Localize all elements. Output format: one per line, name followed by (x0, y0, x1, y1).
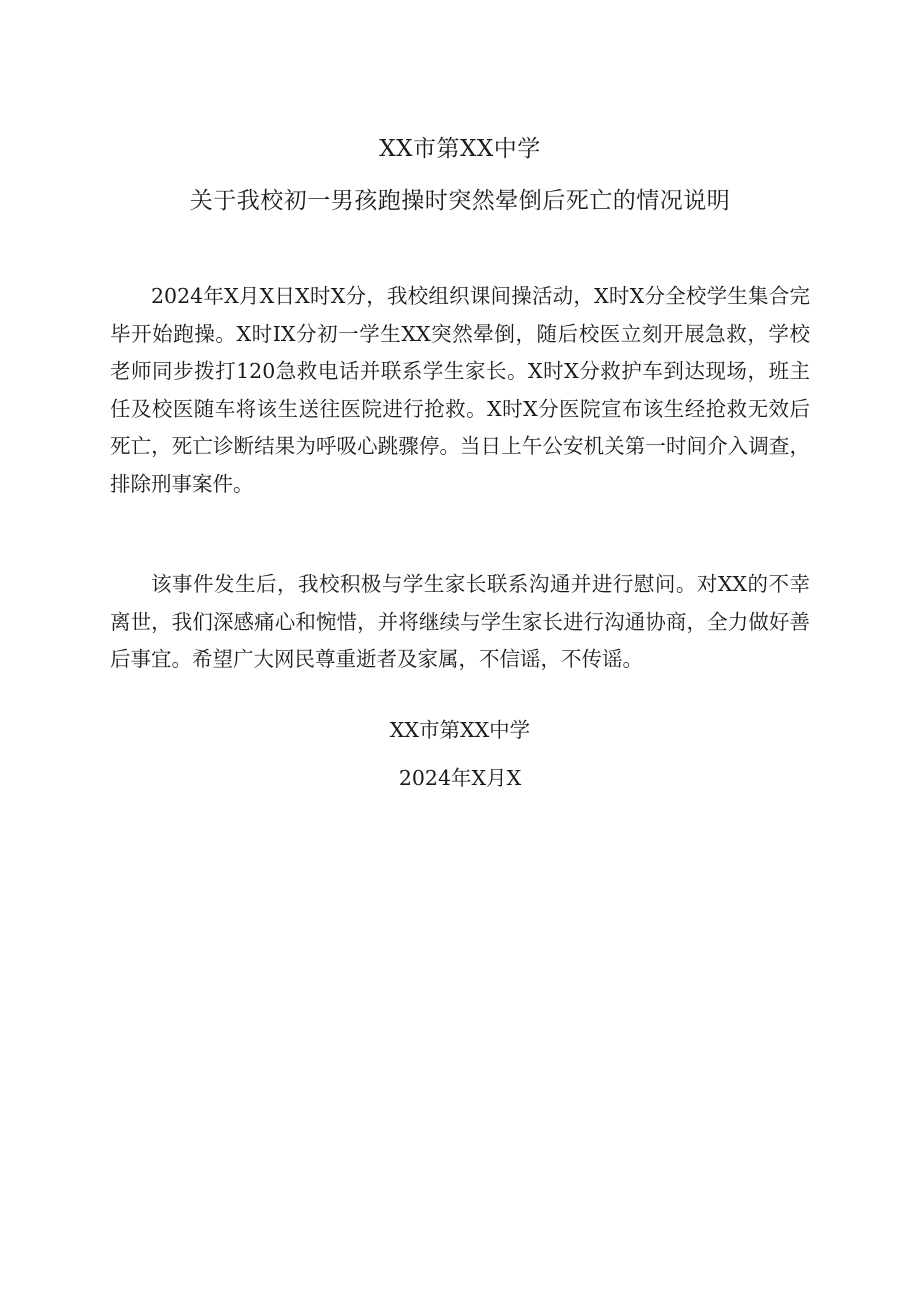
body-paragraph-incident: 2024年X月X日X时X分，我校组织课间操活动，X时X分全校学生集合完毕开始跑操。X时IX分初一学生XX突然晕倒，随后校医立刻开展急救，学校老师同步拨打120急救电话并联系学生家长。X时X分救护车到达现场，班主任及校医随车将该生送往医院进行抢救。X时X分医院宣布该生经抢救无效后死亡，死亡诊断结果为呼吸心跳骤停。当日上午公安机关第一时间介入调查，排除刑事案件。 (110, 284, 810, 496)
school-title: XX市第XX中学 (379, 136, 541, 162)
signature-organization: XX市第XX中学 (389, 718, 531, 742)
signature-date: 2024年X月X (398, 766, 522, 790)
body-paragraph-followup: 该事件发生后，我校积极与学生家长联系沟通并进行慰问。对XX的不幸离世，我们深感痛心和惋惜，并将继续与学生家长进行沟通协商，全力做好善后事宜。希望广大网民尊重逝者及家属，不信谣，不传谣。 (110, 572, 810, 671)
document-title: 关于我校初一男孩跑操时突然晕倒后死亡的情况说明 (189, 188, 731, 214)
